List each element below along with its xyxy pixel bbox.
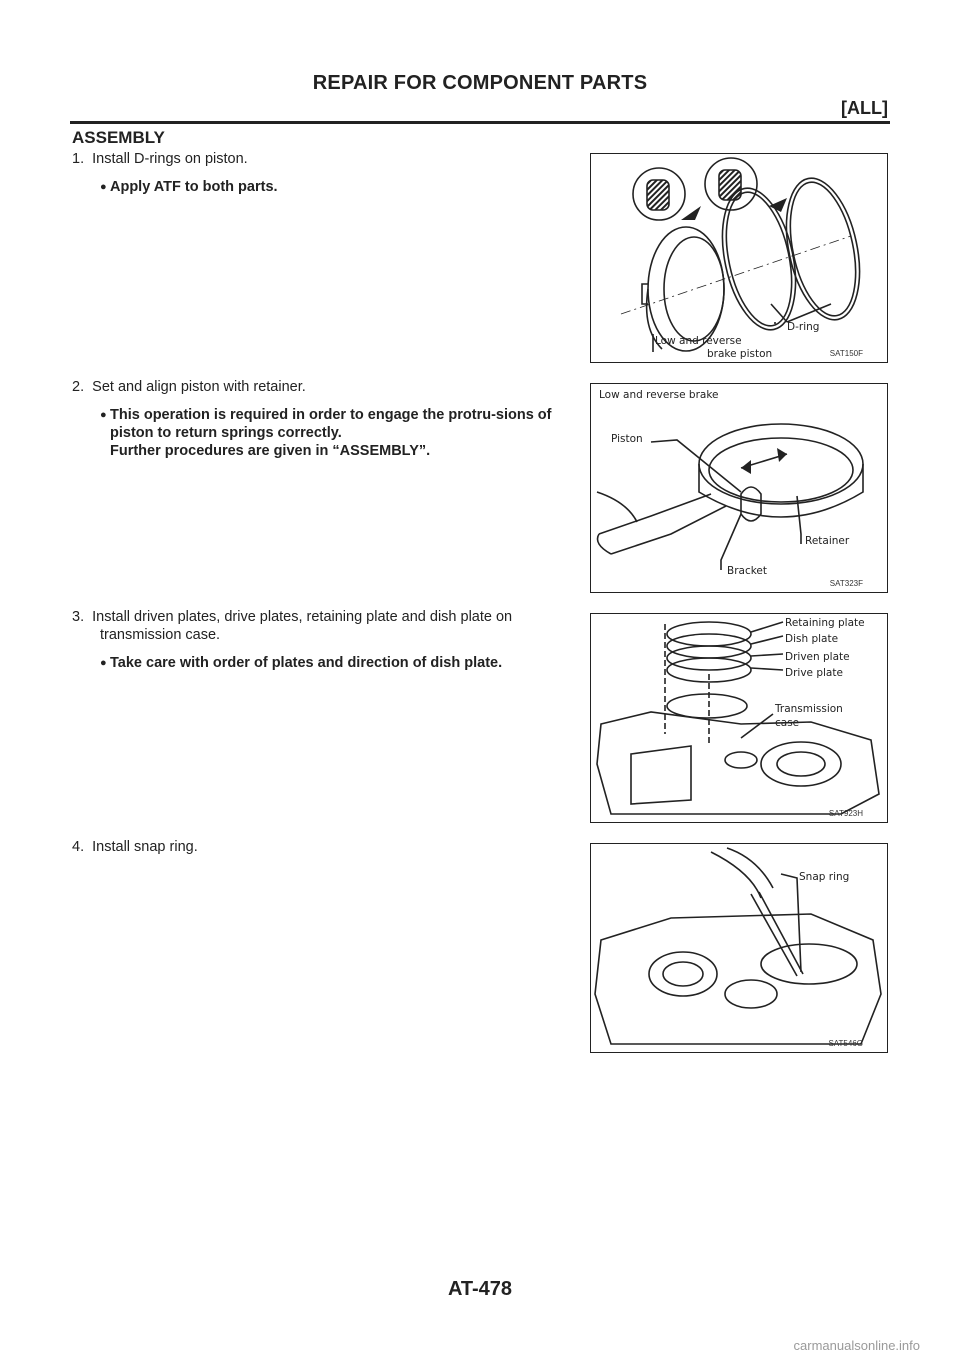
figure-d-rings <box>590 153 888 363</box>
page-number: AT-478 <box>447 1278 513 1300</box>
bullet-icon: ● <box>100 657 107 669</box>
figure-piston-retainer <box>590 383 888 593</box>
label-d-ring: D-ring <box>787 321 820 333</box>
figure-plates <box>590 613 888 823</box>
label-low-reverse: Low and reverse <box>655 335 742 347</box>
label-low-reverse-brake: Low and reverse brake <box>599 389 719 401</box>
page-tag: [ALL] <box>841 98 888 118</box>
label-piston: Piston <box>611 433 643 445</box>
step-2-note-text-2: Further procedures are given in “ASSEMBLY”. <box>110 443 431 459</box>
step-4-text: 4. Install snap ring. <box>72 839 198 855</box>
plates-illustration <box>591 614 887 822</box>
label-case: case <box>775 717 800 729</box>
label-snap-ring: Snap ring <box>799 871 850 883</box>
page-title: REPAIR FOR COMPONENT PARTS <box>312 72 648 94</box>
header-divider <box>70 121 890 124</box>
bullet-icon: ● <box>100 181 107 193</box>
step-4 <box>72 838 580 856</box>
step-1-note <box>72 178 580 196</box>
label-driven-plate: Driven plate <box>785 651 850 663</box>
step-1-text: 1. Install D-rings on piston. <box>72 151 248 167</box>
piston-retainer-illustration <box>591 384 887 592</box>
snap-ring-illustration <box>591 844 887 1052</box>
step-2-note-text: This operation is required in order to engage the protru-sions of piston to return springs correctly. <box>110 407 552 441</box>
bullet-icon: ● <box>100 409 107 421</box>
label-retaining-plate: Retaining plate <box>785 617 865 629</box>
figure-code: SAT923H <box>828 809 863 818</box>
label-brake-piston: brake piston <box>707 348 773 360</box>
step-1 <box>72 150 580 196</box>
step-3-note <box>72 654 580 672</box>
d-ring-illustration <box>591 154 887 362</box>
figure-code: SAT323F <box>829 579 863 588</box>
step-3-text: 3. Install driven plates, drive plates, retaining plate and dish plate on transmission case. <box>72 609 513 643</box>
section-heading: ASSEMBLY <box>72 128 165 147</box>
step-2 <box>72 378 580 460</box>
figure-code: SAT546G <box>828 1039 863 1048</box>
label-dish-plate: Dish plate <box>785 633 839 645</box>
step-2-text: 2. Set and align piston with retainer. <box>72 379 306 395</box>
watermark: carmanualsonline.info <box>793 1338 920 1353</box>
figure-code: SAT150F <box>829 349 863 358</box>
step-1-note-text: Apply ATF to both parts. <box>110 179 278 195</box>
figure-snap-ring <box>590 843 888 1053</box>
label-transmission: Transmission <box>775 703 843 715</box>
step-3-note-text: Take care with order of plates and direction of dish plate. <box>110 655 503 671</box>
label-bracket: Bracket <box>727 565 768 577</box>
step-2-note <box>72 406 580 460</box>
label-drive-plate: Drive plate <box>785 667 843 679</box>
step-3 <box>72 608 580 672</box>
label-retainer: Retainer <box>805 535 850 547</box>
